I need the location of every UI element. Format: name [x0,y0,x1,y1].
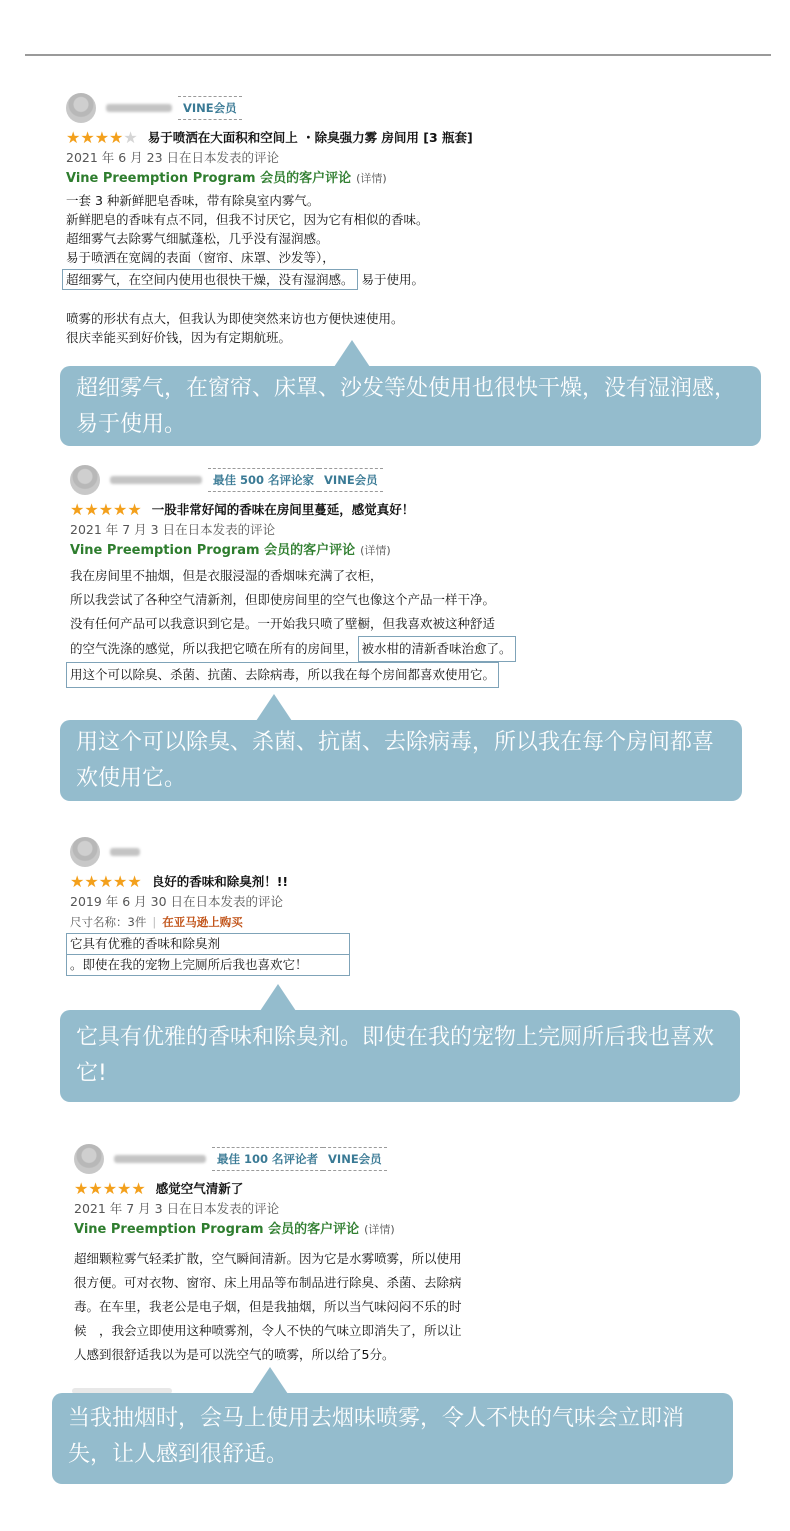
review-line: 喷雾的形状有点大，但我认为即使突然来访也方便快速使用。 [66,311,404,326]
reviewer-header [70,836,760,868]
review-body [74,1247,764,1367]
review-line: 超细雾气去除雾气细腻蓬松，几乎没有湿润感。 [66,231,329,246]
review-line: 人感到很舒适我以为是可以洗空气的喷雾，所以给了5分。 [74,1347,395,1362]
details-link[interactable]: (详情) [364,1223,395,1236]
top-divider [25,54,771,56]
review-line: 易于喷洒在宽阔的表面（窗帘、床罩、沙发等）， [66,250,335,265]
review-line: 一套 3 种新鲜肥皂香味，带有除臭室内雾气。 [66,193,320,208]
highlighted-sentence: 它具有优雅的香味和除臭剂 [66,933,350,954]
review-card [66,92,756,347]
details-link[interactable]: (详情) [356,172,387,185]
review-title[interactable]: 易于喷洒在大面积和空间上 ・除臭强力雾 房间用 [3 瓶套] [147,130,473,145]
review-card [70,836,760,976]
highlighted-sentence: 。即使在我的宠物上完厕所后我也喜欢它！ [66,954,350,976]
highlighted-sentence: 用这个可以除臭、杀菌、抗菌、去除病毒，所以我在每个房间都喜欢使用它。 [66,662,499,688]
review-date: 2021 年 7 月 3 日在日本发表的评论 [74,1201,280,1216]
review-line: 的空气洗涤的感觉，所以我把它喷在所有的房间里， 被水柑的清新香味治愈了。 [70,636,760,662]
caption-bubble: 它具有优雅的香味和除臭剂。即使在我的宠物上完厕所后我也喜欢它! [60,1010,740,1102]
reviewer-header [70,464,760,496]
review-title[interactable]: 良好的香味和除臭剂！!! [151,874,289,889]
reviewer-header [66,92,756,124]
review-body [70,564,760,688]
review-line: 超细颗粒雾气轻柔扩散，空气瞬间清新。因为它是水雾喷雾，所以使用 [74,1251,462,1266]
vine-program-label: Vine Preemption Program 会员的客户评论 (详情) [66,171,387,186]
avatar[interactable] [70,837,100,867]
review-card [70,464,760,688]
reviewer-name-blurred[interactable] [114,1155,206,1163]
top-reviewer-badge: 最佳 500 名评论家 [208,468,319,492]
review-line: 超细雾气，在空间内使用也很快干燥，没有湿润感。 易于使用。 [66,269,756,290]
review-card [74,1143,764,1367]
reviewer-name-blurred[interactable] [110,848,140,856]
caption-bubble: 超细雾气，在窗帘、床罩、沙发等处使用也很快干燥，没有湿润感，易于使用。 [60,366,761,446]
caption-bubble: 当我抽烟时，会马上使用去烟味喷雾，令人不快的气味会立即消失，让人感到很舒适。 [52,1393,733,1484]
review-line: 很方便。可对衣物、窗帘、床上用品等布制品进行除臭、杀菌、去除病 [74,1275,462,1290]
review-line [70,662,760,688]
top-reviewer-badge: 最佳 100 名评论者 [212,1147,323,1171]
highlighted-sentence: 超细雾气，在空间内使用也很快干燥，没有湿润感。 [62,269,358,290]
avatar[interactable] [66,93,96,123]
star-rating-icon[interactable]: ★★★★★ [70,499,142,519]
review-title[interactable]: 一股非常好闻的香味在房间里蔓延，感觉真好！ [151,502,415,517]
review-line: 毒。在车里，我老公是电子烟，但是我抽烟，所以当气味闷闷不乐的时 [74,1299,462,1314]
star-rating-icon[interactable]: ★★★★★ [66,127,138,147]
vine-badge: VINE会员 [178,96,242,120]
purchase-meta: 尺寸名称：3件 | 在亚马逊上购买 [70,915,243,929]
review-line: 没有任何产品可以我意识到它是。一开始我只喷了壁橱，但我喜欢被这种舒适 [70,616,496,631]
verified-purchase-label: 在亚马逊上购买 [162,915,243,929]
vine-program-label: Vine Preemption Program 会员的客户评论 (详情) [70,543,391,558]
vine-program-label: Vine Preemption Program 会员的客户评论 (详情) [74,1222,395,1237]
star-rating-icon[interactable]: ★★★★★ [70,871,142,891]
reviewer-name-blurred[interactable] [106,104,172,112]
review-line: 我在房间里不抽烟，但是衣服浸湿的香烟味充满了衣柜， [70,568,383,583]
size-label: 尺寸名称：3件 [70,915,147,929]
reviewer-header [74,1143,764,1175]
review-line: 很庆幸能买到好价钱，因为有定期航班。 [66,330,292,345]
avatar[interactable] [74,1144,104,1174]
star-rating-icon[interactable]: ★★★★★ [74,1178,146,1198]
review-date: 2021 年 6 月 23 日在日本发表的评论 [66,150,280,165]
reviewer-name-blurred[interactable] [110,476,202,484]
vine-badge: VINE会员 [323,1147,387,1171]
review-date: 2021 年 7 月 3 日在日本发表的评论 [70,522,276,537]
review-date: 2019 年 6 月 30 日在日本发表的评论 [70,894,284,909]
review-line: 新鲜肥皂的香味有点不同，但我不讨厌它，因为它有相似的香味。 [66,212,429,227]
details-link[interactable]: (详情) [360,544,391,557]
avatar[interactable] [70,465,100,495]
review-title[interactable]: 感觉空气清新了 [155,1181,244,1196]
vine-badge: VINE会员 [319,468,383,492]
review-body [70,933,760,976]
review-line: 所以我尝试了各种空气清新剂，但即使房间里的空气也像这个产品一样干净。 [70,592,496,607]
highlighted-sentence: 被水柑的清新香味治愈了。 [358,636,516,662]
review-line [70,954,760,976]
review-line [70,933,760,954]
caption-bubble: 用这个可以除臭、杀菌、抗菌、去除病毒，所以我在每个房间都喜欢使用它。 [60,720,742,801]
review-line: 候 ，我会立即使用这种喷雾剂，令人不快的气味立即消失了，所以让 [74,1323,462,1338]
review-body [66,191,756,347]
